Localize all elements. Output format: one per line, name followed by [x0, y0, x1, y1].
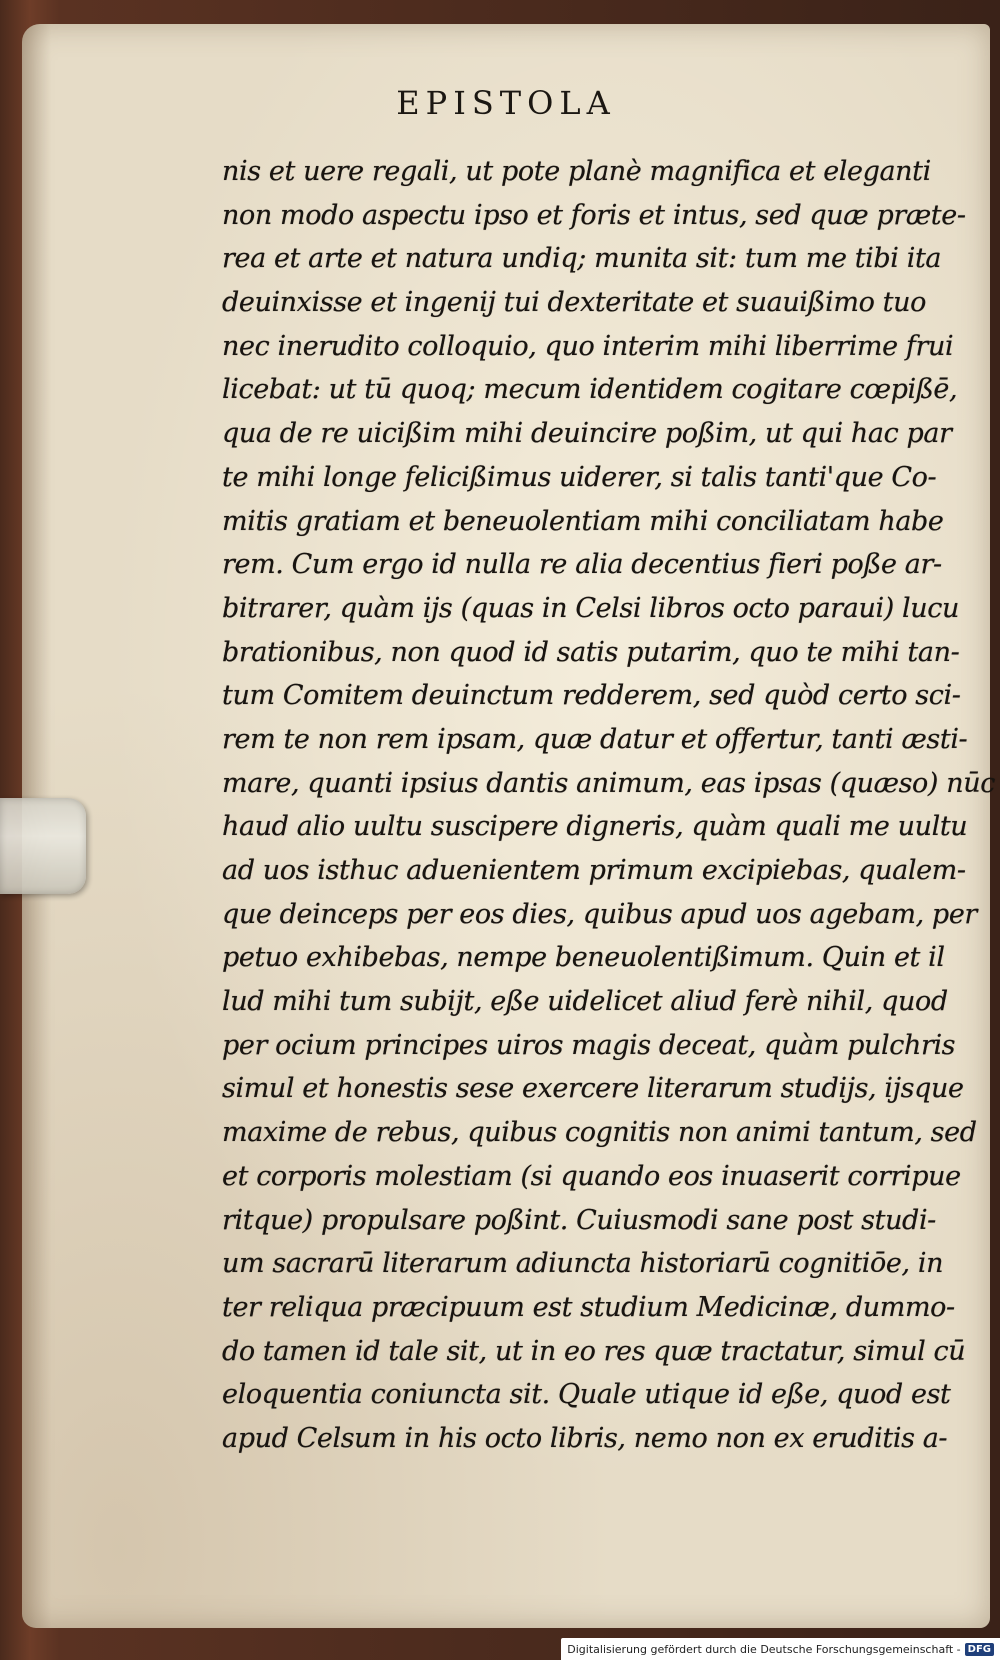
text-line: simul et honestis sese exercere literarum studijs, ijsque [222, 1073, 964, 1105]
text-line: te mihi longe felicißimus uiderer, si talis tanti'que Co- [222, 461, 937, 493]
text-line: nec inerudito colloquio, quo interim mihi liberrime frui [222, 330, 954, 362]
page-text-body [222, 150, 995, 1461]
text-line: tum Comitem deuinctum redderem, sed quòd certo sci- [222, 680, 961, 712]
text-line: haud alio uultu suscipere digneris, quàm quali me uultu [222, 811, 968, 843]
text-line: mitis gratiam et beneuolentiam mihi conciliatam habe [222, 505, 944, 537]
text-line: bitrarer, quàm ijs (quas in Celsi libros octo paraui) lucu [222, 592, 959, 624]
text-line: ter reliqua præcipuum est studium Medicinæ, dummo- [222, 1291, 955, 1323]
text-line: brationibus, non quod id satis putarim, quo te mihi tan- [222, 636, 960, 668]
text-line: um sacrarū literarum adiuncta historiarū cognitiōe, in [222, 1248, 944, 1280]
funding-credit-text: Digitalisierung gefördert durch die Deutsche Forschungsgemeinschaft - [567, 1642, 961, 1656]
text-line: ritque) propulsare poßint. Cuiusmodi sane post studi- [222, 1204, 936, 1236]
text-line: rem te non rem ipsam, quæ datur et offertur, tanti æsti- [222, 723, 968, 755]
text-line: deuinxisse et ingenij tui dexteritate et suauißimo tuo [222, 287, 926, 319]
text-line: non modo aspectu ipso et foris et intus, sed quæ præte- [222, 199, 966, 231]
text-line: maxime de rebus, quibus cognitis non animi tantum, sed [222, 1117, 977, 1149]
book-clasp [0, 798, 86, 894]
text-line: lud mihi tum subijt, eße uidelicet aliud ferè nihil, quod [222, 986, 948, 1018]
text-line: licebat: ut tū quoq; mecum identidem cogitare cœpißē, [222, 374, 958, 406]
text-line: apud Celsum in his octo libris, nemo non ex eruditis a- [222, 1422, 948, 1454]
text-line: que deinceps per eos dies, quibus apud uos agebam, per [222, 898, 977, 930]
text-line: qua de re uicißim mihi deuincire poßim, ut qui hac par [222, 418, 952, 450]
text-line: eloquentia coniuncta sit. Quale utique id eße, quod est [222, 1379, 951, 1411]
text-line: nis et uere regali, ut pote planè magnifica et eleganti [222, 156, 931, 187]
text-line: et corporis molestiam (si quando eos inuaserit corripue [222, 1160, 961, 1192]
text-line: petuo exhibebas, nempe beneuolentißimum. Quin et il [222, 942, 945, 974]
text-line: mare, quanti ipsius dantis animum, eas ipsas (quæso) nūc [222, 767, 995, 799]
text-line: rem. Cum ergo id nulla re alia decentius fieri poße ar- [222, 549, 942, 581]
dfg-logo: DFG [965, 1643, 994, 1656]
digitization-credit-bar [561, 1638, 1000, 1660]
text-line: per ocium principes uiros magis deceat, quàm pulchris [222, 1029, 956, 1061]
book-page [22, 24, 995, 1628]
text-line: ad uos isthuc aduenientem primum excipiebas, qualem- [222, 855, 966, 886]
text-line: rea et arte et natura undiq; munita sit: tum me tibi ita [222, 243, 942, 275]
text-line: do tamen id tale sit, ut in eo res quæ tractatur, simul cū [222, 1335, 966, 1367]
running-head: EPISTOLA [396, 84, 616, 122]
